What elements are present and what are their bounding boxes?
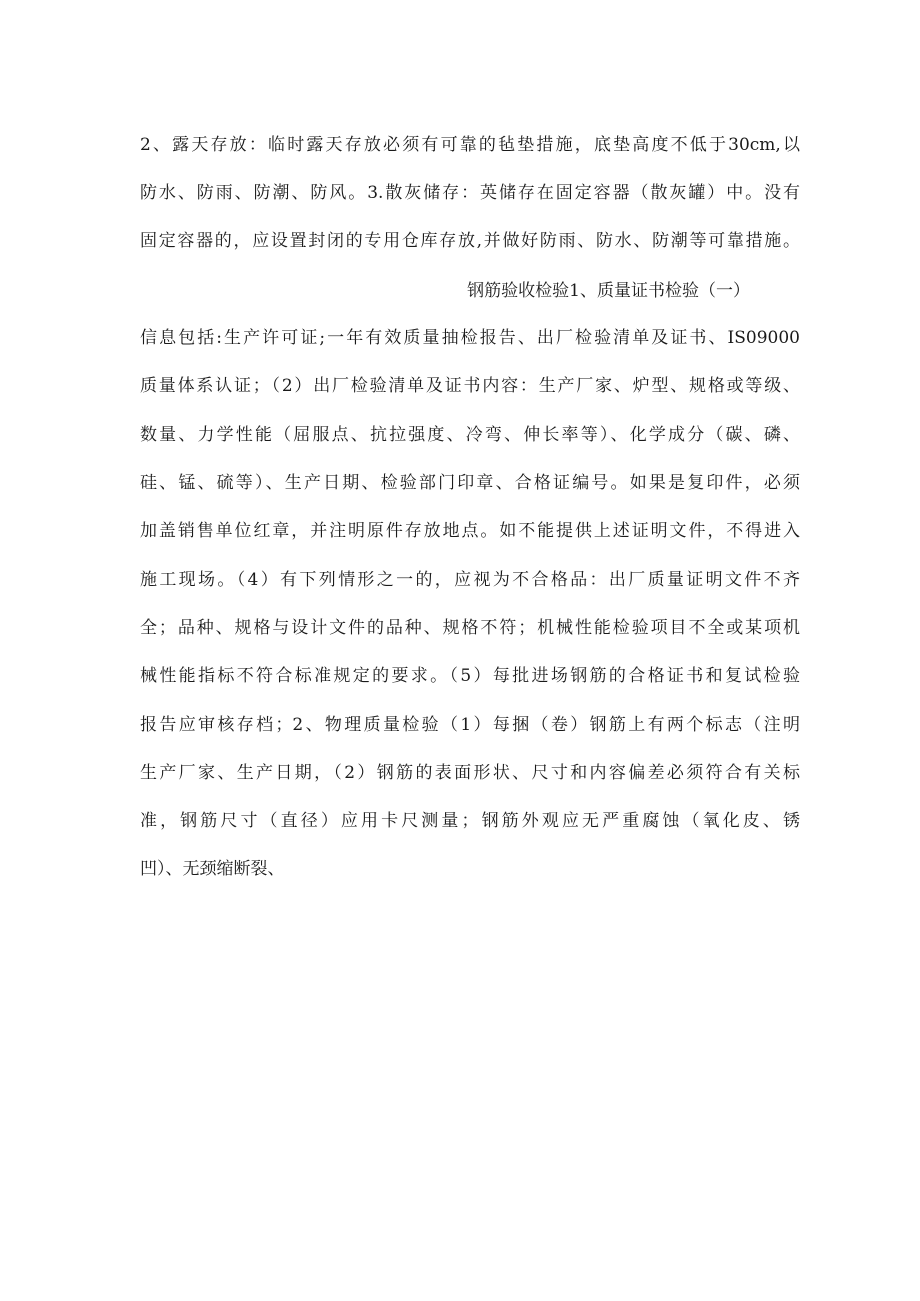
rebar-line-9: 报告应审核存档；2、物理质量检验（1）每捆（卷）钢筋上有两个标志（注明	[140, 715, 800, 735]
storage-line-2: 防水、防雨、防潮、防风。3.散灰储存：英储存在固定容器（散灰罐）中。没有	[140, 183, 800, 203]
rebar-line-8: 械性能指标不符合标准规定的要求。（5）每批进场钢筋的合格证书和复试检验	[140, 666, 800, 686]
rebar-line-11: 准，钢筋尺寸（直径）应用卡尺测量；钢筋外观应无严重腐蚀（氧化皮、锈	[140, 811, 800, 831]
storage-line-1: 2、露天存放：临时露天存放必须有可靠的毡垫措施，底垫高度不低于30cm,以	[140, 135, 800, 155]
rebar-line-4: 硅、锰、硫等）、生产日期、检验部门印章、合格证编号。如果是复印件，必须	[140, 473, 800, 493]
storage-line-3: 固定容器的，应设置封闭的专用仓库存放,并做好防雨、防水、防潮等可靠措施。	[140, 231, 800, 251]
rebar-line-6: 施工现场。（4）有下列情形之一的，应视为不合格品：出厂质量证明文件不齐	[140, 570, 800, 590]
rebar-line-12: 凹）、无颈缩断裂、	[140, 859, 285, 879]
rebar-line-5: 加盖销售单位红章，并注明原件存放地点。如不能提供上述证明文件，不得进入	[140, 521, 800, 541]
rebar-line-7: 全；品种、规格与设计文件的品种、规格不符；机械性能检验项目不全或某项机	[140, 618, 800, 638]
rebar-line-3: 数量、力学性能（屈服点、抗拉强度、冷弯、伸长率等）、化学成分（碳、磷、	[140, 425, 800, 445]
section-heading: 钢筋验收检验1、质量证书检验（一）	[467, 281, 750, 301]
rebar-line-10: 生产厂家、生产日期，（2）钢筋的表面形状、尺寸和内容偏差必须符合有关标	[140, 763, 800, 783]
rebar-line-2: 质量体系认证；（2）出厂检验清单及证书内容：生产厂家、炉型、规格或等级、	[140, 376, 800, 396]
rebar-line-1: 信息包括:生产许可证;一年有效质量抽检报告、出厂检验清单及证书、IS09000	[140, 328, 800, 348]
